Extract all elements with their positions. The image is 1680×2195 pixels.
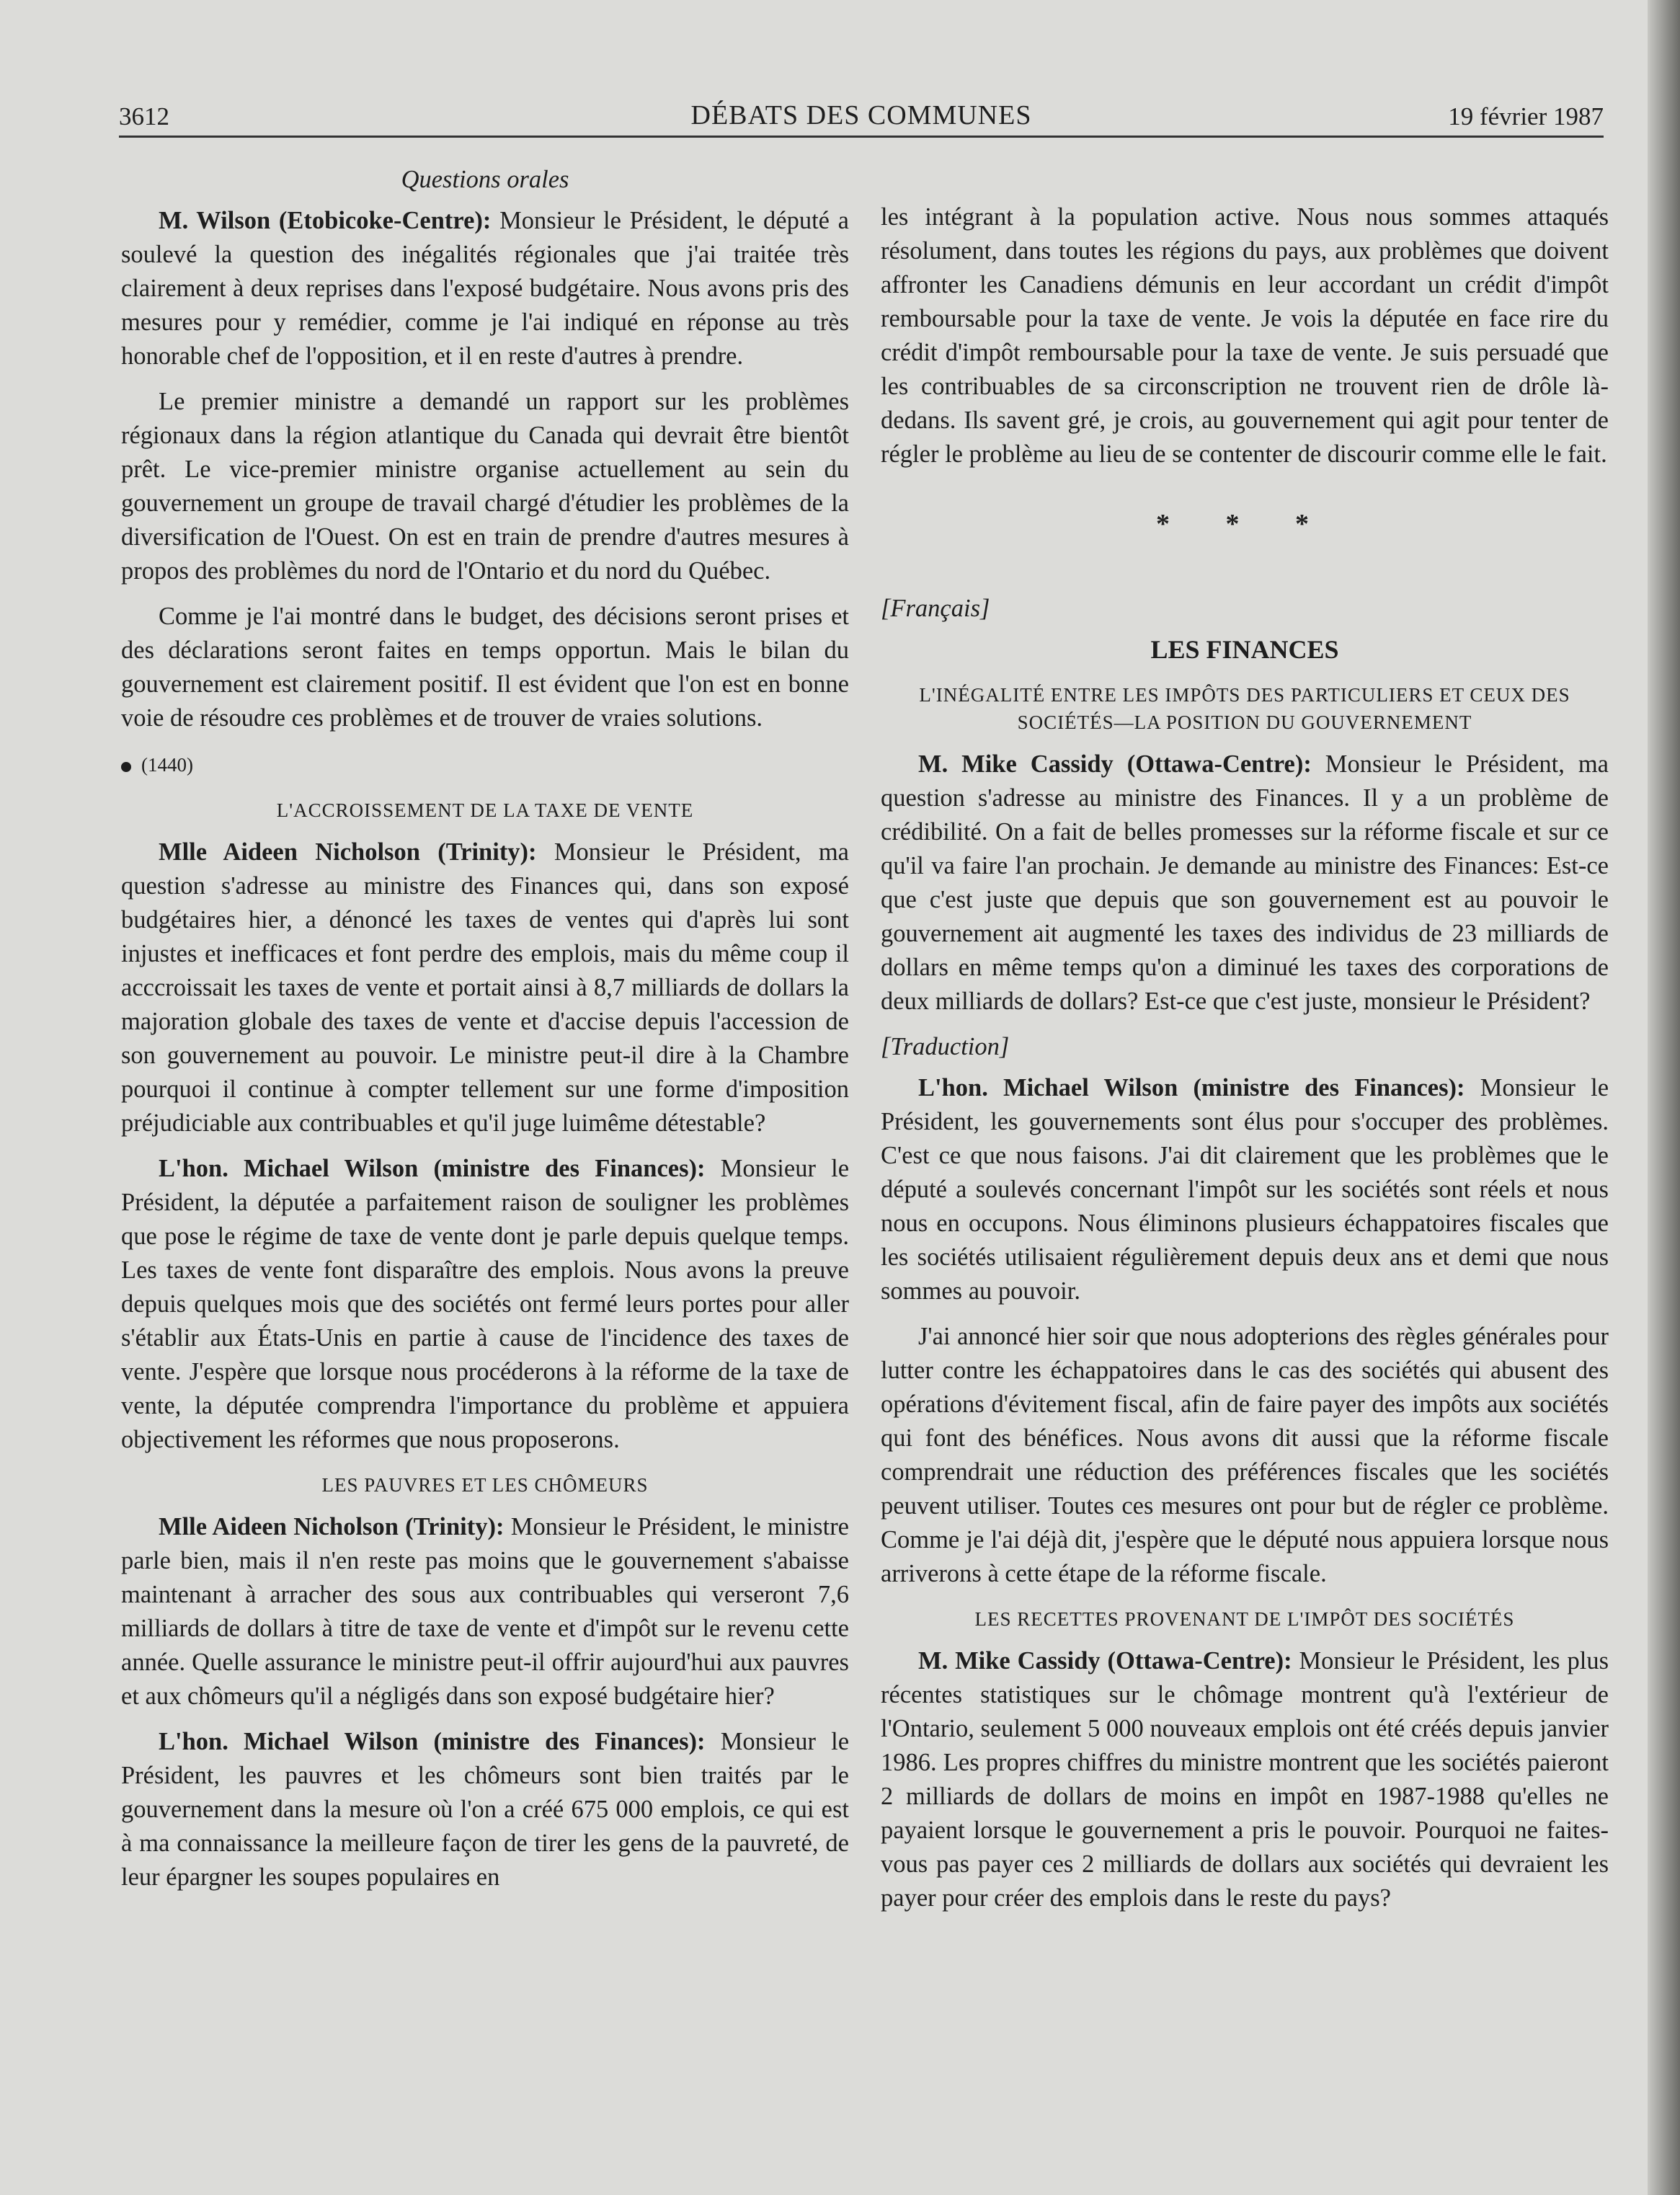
speaker-name: L'hon. Michael Wilson (ministre des Finances):	[159, 1728, 706, 1755]
paragraph-text: Monsieur le Président, le ministre parle bien, mais il n'en reste pas moins que le gouvernement s'abaisse maintenant à arracher des sous aux contribuables qui verseront 7,6 milliards de dollars à titre de taxe de vente et d'impôt sur le revenu cette année. Quelle assurance le ministre peut-il offrir aujourd'hui aux pauvres et aux chômeurs qu'il a négligés dans son exposé budgétaire hier?	[121, 1513, 849, 1710]
speaker-name: L'hon. Michael Wilson (ministre des Finances):	[159, 1155, 706, 1182]
paragraph	[121, 1725, 849, 1894]
paragraph	[121, 204, 849, 373]
section-separator: * * *	[1156, 509, 1333, 539]
paragraph-text: Monsieur le Président, ma question s'adresse au ministre des Finances. Il y a un problème de crédibilité. On a fait de belles promesses sur la réforme fiscale et sur ce qu'il va faire l'an prochain. Je demande au ministre des Finances: Est-ce que c'est juste que depuis que son gouvernement est au pouvoir le gouvernement ait augmenté les taxes des individus de 23 milliards de dollars en même temps qu'on a diminué les taxes des corporations de deux milliards de dollars? Est-ce que c'est juste, monsieur le Président?	[881, 750, 1609, 1015]
subheading: LES RECETTES PROVENANT DE L'IMPÔT DES SOCIÉTÉS	[974, 1608, 1515, 1630]
subheading: LES PAUVRES ET LES CHÔMEURS	[321, 1474, 649, 1496]
paragraph-text: Monsieur le Président, les plus récentes statistiques sur le chômage montrent qu'à l'extérieur de l'Ontario, seulement 5 000 nouveaux emplois ont été créés depuis janvier 1986. Les propres chiffres du ministre montrent que les sociétés paieront 2 milliards de dollars de moins en impôt en 1987-1988 qu'elles ne payaient lorsque le gouvernement a pris le pouvoir. Pourquoi ne faites-vous pas payer ces 2 milliards de dollars aux sociétés qui devraient les payer pour créer des emplois dans le reste du pays?	[881, 1647, 1609, 1912]
publication-title: DÉBATS DES COMMUNES	[690, 100, 1032, 130]
speaker-name: M. Wilson (Etobicoke-Centre):	[159, 207, 492, 234]
right-column	[881, 200, 1609, 1927]
time-marker	[121, 748, 849, 782]
paragraph	[121, 835, 849, 1140]
subheading: L'ACCROISSEMENT DE LA TAXE DE VENTE	[276, 799, 694, 821]
left-column	[121, 163, 849, 1906]
publication-date: 19 février 1987	[1448, 102, 1604, 130]
paragraph-text: Monsieur le Président, la députée a parfaitement raison de souligner les problèmes que pose le régime de taxe de vente dont je parle depuis quelque temps. Les taxes de vente font disparaître des emplois. Nous avons la preuve depuis quelques mois que des sociétés ont fermé leurs portes pour aller s'établir aux États-Unis en partie à cause de l'incidence des taxes de vente. J'espère que lorsque nous procéderons à la réforme de la taxe de vente, la députée comprendra l'importance du problème et appuiera objectivement les réformes que nous proposerons.	[121, 1155, 850, 1453]
paragraph	[121, 1152, 849, 1457]
language-marker: [Traduction]	[881, 1033, 1010, 1060]
language-marker: [Français]	[881, 595, 990, 622]
paragraph	[121, 1510, 849, 1713]
speaker-name: L'hon. Michael Wilson (ministre des Finances):	[918, 1074, 1465, 1101]
page-header	[119, 92, 1604, 138]
paragraph: Comme je l'ai montré dans le budget, des décisions seront prises et des déclarations seront faites en temps opportun. Mais le bilan du gouvernement est clairement positif. Il est évident que l'on est en bonne voie de résoudre ces problèmes et de trouver de vraies solutions.	[121, 603, 849, 732]
speaker-name: M. Mike Cassidy (Ottawa-Centre):	[918, 750, 1312, 778]
paragraph	[881, 1644, 1609, 1915]
paragraph-text: Monsieur le Président, ma question s'adresse au ministre des Finances qui, dans son exposé budgétaires hier, a dénoncé les taxes de ventes qui d'après lui sont injustes et inefficaces et font perdre des emplois, mais du même coup il acccroissait les taxes de vente et portait ainsi à 8,7 milliards de dollars la majoration globale des taxes de vente et d'accise depuis l'accession de son gouvernement au pouvoir. Le ministre peut-il dire à la Chambre pourquoi il continue à compter tellement sur une forme d'imposition préjudiciable aux contribuables et qu'il juge luimême détestable?	[121, 838, 849, 1137]
bullet-icon	[121, 762, 131, 772]
paragraph-text: Monsieur le Président, le député a soulevé la question des inégalités régionales que j'ai traitée très clairement à deux reprises dans l'exposé budgétaire. Nous avons pris des mesures pour y remédier, comme je l'ai indiqué en réponse au très honorable chef de l'opposition, et il en reste d'autres à prendre.	[121, 207, 849, 370]
time-label: (1440)	[141, 754, 193, 776]
speaker-name: Mlle Aideen Nicholson (Trinity):	[159, 838, 537, 866]
subheading: L'INÉGALITÉ ENTRE LES IMPÔTS DES PARTICULIERS ET CEUX DES SOCIÉTÉS—LA POSITION DU GOUVERNEMENT	[919, 684, 1570, 733]
paragraph-text: Monsieur le Président, les gouvernements sont élus pour s'occuper des problèmes. C'est ce que nous faisons. J'ai dit clairement que les problèmes que le député a soulevés concernant l'impôt sur les sociétés sont réels et nous nous en occupons. Nous éliminons plusieurs échappatoires fiscales que les sociétés utilisaient régulièrement depuis deux ans et demi que nous sommes au pouvoir.	[881, 1074, 1609, 1305]
paragraph: Le premier ministre a demandé un rapport sur les problèmes régionaux dans la région atlantique du Canada qui devrait être bientôt prêt. Le vice-premier ministre organise actuellement au sein du gouvernement un groupe de travail chargé d'étudier les problèmes de la diversification de l'Ouest. On est en train de prendre d'autres mesures à propos des problèmes du nord de l'Ontario et du nord du Québec.	[121, 388, 849, 585]
paragraph: les intégrant à la population active. Nous nous sommes attaqués résolument, dans toutes les régions du pays, aux problèmes que doivent affronter les Canadiens démunis en leur accordant un crédit d'impôt remboursable pour la taxe de vente. Je vois la députée en face rire du crédit d'impôt remboursable pour la taxe de vente. Je suis persuadé que les contribuables de sa circonscription ne trouvent rien de drôle là-dedans. Ils savent gré, je crois, au gouvernement qui agit pour tenter de régler le problème au lieu de se contenter de discourir comme elle le fait.	[881, 203, 1609, 468]
page-number: 3612	[119, 102, 169, 130]
paragraph-text: Monsieur le Président, les pauvres et les chômeurs sont bien traités par le gouvernement dans la mesure où l'on a créé 675 000 emplois, ce qui est à ma connaissance la meilleure façon de tirer les gens de la pauvreté, de leur épargner les soupes populaires en	[121, 1728, 850, 1891]
speaker-name: M. Mike Cassidy (Ottawa-Centre):	[918, 1647, 1292, 1675]
paragraph	[881, 748, 1609, 1019]
paragraph: J'ai annoncé hier soir que nous adopterions des règles générales pour lutter contre les échappatoires dans le cas des sociétés qui abusent des opérations d'évitement fiscal, afin de faire payer des impôts aux sociétés qui font des bénéfices. Nous avons dit aussi que la réforme fiscale comprendrait une réduction des préférences fiscales que les sociétés peuvent utiliser. Toutes ces mesures ont pour but de régler ce problème. Comme je l'ai déjà dit, j'espère que le député nous appuiera lorsque nous arriverons à cette étape de la réforme fiscale.	[881, 1323, 1609, 1587]
page-edge	[1648, 0, 1680, 2195]
paragraph	[881, 1071, 1609, 1308]
section-title: LES FINANCES	[1150, 635, 1339, 664]
section-heading: Questions orales	[401, 166, 569, 193]
speaker-name: Mlle Aideen Nicholson (Trinity):	[159, 1513, 505, 1540]
